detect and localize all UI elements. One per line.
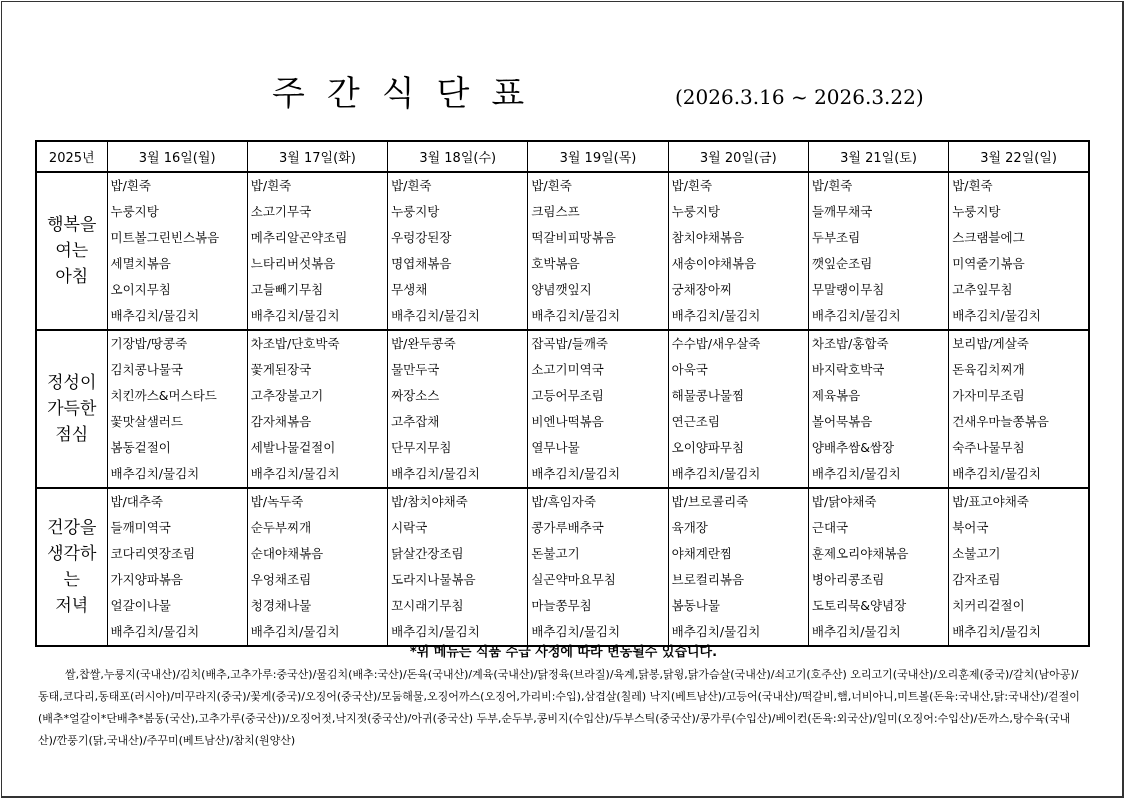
menu-cell [388, 488, 528, 646]
menu-item: 잡곡밥/들깨죽 [531, 336, 609, 351]
menu-item: 배추김치/물김치 [671, 624, 761, 639]
menu-item: 수수밥/새우살죽 [671, 336, 761, 351]
menu-item: 들깨미역국 [110, 520, 171, 535]
meal-label-line: 아침 [55, 267, 89, 287]
menu-cell [528, 488, 668, 646]
day-header: 3월 21일(토) [808, 141, 948, 172]
menu-item: 우엉채조림 [250, 572, 312, 587]
menu-item: 기장밥/땅콩죽 [110, 336, 188, 351]
menu-item: 양배추쌈&쌈장 [811, 440, 895, 455]
notice-text: *위 메뉴는 식품 수급 사정에 따라 변동될수 있습니다. [409, 645, 718, 660]
menu-item: 밥/참치야채죽 [391, 494, 468, 509]
menu-cell [949, 488, 1089, 646]
menu-item: 밥/흰죽 [811, 178, 853, 193]
menu-cell [528, 330, 668, 488]
menu-item: 배추김치/물김치 [250, 466, 340, 481]
menu-item-list [388, 173, 527, 329]
menu-cell [247, 330, 387, 488]
menu-item: 시락국 [391, 520, 428, 535]
menu-item: 소고기미역국 [531, 362, 604, 377]
menu-item: 청경채나물 [250, 598, 312, 613]
menu-item: 밥/녹두죽 [250, 494, 304, 509]
menu-item-list [388, 331, 527, 487]
menu-item: 호박볶음 [531, 256, 580, 271]
menu-item-list [108, 489, 247, 645]
menu-item: 참치야채볶음 [671, 230, 745, 245]
page-title: 주간식단표 [272, 74, 547, 114]
menu-item: 스크램블에그 [952, 230, 1025, 245]
menu-cell [668, 172, 808, 330]
menu-item: 누룽지탕 [671, 204, 720, 219]
menu-item: 차조밥/단호박죽 [250, 336, 340, 351]
menu-item-list [949, 331, 1088, 487]
menu-item: 고추잡채 [391, 414, 440, 429]
menu-item: 소불고기 [952, 546, 1001, 561]
day-header: 3월 22일(일) [949, 141, 1089, 172]
menu-item: 배추김치/물김치 [391, 466, 480, 481]
meal-label [36, 488, 107, 646]
menu-cell [247, 172, 387, 330]
menu-item: 느타리버섯볶음 [250, 256, 336, 271]
menu-item: 밥/흰죽 [250, 178, 292, 193]
menu-item: 배추김치/물김치 [952, 466, 1041, 481]
meal-label-line: 정성이 [47, 373, 97, 393]
menu-item: 배추김치/물김치 [391, 308, 480, 323]
menu-item: 꽃맛살샐러드 [110, 414, 183, 429]
menu-item: 누룽지탕 [952, 204, 1001, 219]
menu-item: 실곤약마요무침 [531, 572, 616, 587]
menu-cell [388, 172, 528, 330]
meal-row [36, 172, 1089, 330]
menu-cell [949, 330, 1089, 488]
menu-item: 볼어묵볶음 [811, 414, 873, 429]
menu-item: 근대국 [811, 520, 849, 535]
menu-item: 새송이야채볶음 [671, 256, 757, 271]
menu-item: 콩가루배추국 [531, 520, 604, 535]
menu-item: 배추김치/물김치 [952, 308, 1041, 323]
menu-item: 궁채장아찌 [671, 282, 733, 297]
menu-item: 아욱국 [671, 362, 708, 377]
menu-item: 고등어무조림 [531, 388, 604, 403]
menu-item: 밥/닭야채죽 [811, 494, 877, 509]
menu-item: 김치콩나물국 [110, 362, 183, 377]
year-header: 2025년 [36, 141, 107, 172]
menu-item: 세멸치볶음 [110, 256, 171, 271]
origin-info: 쌀,찹쌀,누룽지(국내산)/김치(배추,고추가루:중국산)/물김치(배추:국산)/돈육(국내산)/계육(국내산)/닭정육(브라질)/육계,닭봉,닭윙,닭가슴살(국내산)/쇠고기(호주산) 오리고기(국내산)/오리훈제(중국)/갈치(남아공)/동태,코다리,동태포(러시아)/미꾸라지(중국)/꽃게(중국)/오징어(중국산)/모둠해물,오징어까스(오징어,가리비:수입),삼겹살(칠레) 낙지(베트남산)/고등어(국내산)/떡갈비,햄,너비아니,미트볼(돈육:국내산,닭:국내산)/겉절이(배추*얼갈이*단배추*봄동(국산),고추가루(중국산))/오징어젓,낙지젓(중국산)/아귀(중국산) 두부,순두부,콩비지(수입산)/두부스틱(중국산)/콩가루(수입산)/베이컨(돈육:외국산)/일미(오징어:수입산)/돈까스,탕수육(국내산)/깐풍기(닭,국내산)/주꾸미(베트남산)/참치(원양산) [38, 668, 1080, 747]
menu-item: 고추잎무침 [952, 282, 1013, 297]
menu-item: 배추김치/물김치 [952, 624, 1041, 639]
menu-item: 도라지나물볶음 [391, 572, 476, 587]
menu-cell [808, 172, 948, 330]
menu-item-list [248, 489, 387, 645]
menu-item: 밥/흰죽 [671, 178, 713, 193]
meal-label-line: 저녁 [55, 596, 89, 616]
menu-item-list [949, 489, 1088, 645]
menu-item: 북어국 [952, 520, 989, 535]
weekly-menu-table [35, 140, 1090, 647]
menu-item: 크림스프 [531, 204, 580, 219]
menu-item-list [949, 173, 1088, 329]
menu-item: 우렁강된장 [391, 230, 452, 245]
menu-item: 바지락호박국 [811, 362, 885, 377]
menu-item: 배추김치/물김치 [110, 466, 200, 481]
meal-label-line: 건강을 [47, 518, 97, 538]
menu-item-list [669, 173, 808, 329]
meal-label-line: 생각하는 [47, 544, 97, 590]
meal-label-line: 가득한 [47, 399, 97, 419]
meal-label-line: 여는 [55, 241, 89, 261]
menu-cell [107, 172, 247, 330]
menu-item: 밥/흰죽 [110, 178, 151, 193]
menu-item-list [528, 173, 667, 329]
menu-item: 세발나물겉절이 [250, 440, 336, 455]
menu-item-list [248, 173, 387, 329]
menu-item: 제육볶음 [811, 388, 861, 403]
menu-item-list [809, 331, 948, 487]
menu-item: 밥/흑임자죽 [531, 494, 596, 509]
menu-item-list [669, 489, 808, 645]
menu-cell [107, 488, 247, 646]
menu-item: 배추김치/물김치 [531, 308, 621, 323]
menu-item: 비엔나떡볶음 [531, 414, 604, 429]
menu-item: 명엽채볶음 [391, 256, 452, 271]
menu-item-list [528, 331, 667, 487]
menu-item: 봄동겉절이 [110, 440, 171, 455]
day-header: 3월 19일(목) [528, 141, 668, 172]
menu-cell [808, 330, 948, 488]
menu-item: 오이양파무침 [671, 440, 745, 455]
menu-item: 밥/대추죽 [110, 494, 164, 509]
menu-item: 밥/흰죽 [531, 178, 572, 193]
menu-item: 메추리알곤약조림 [250, 230, 348, 245]
menu-item: 배추김치/물김치 [110, 308, 200, 323]
menu-item-list [108, 173, 247, 329]
menu-item: 감자채볶음 [250, 414, 312, 429]
menu-cell [107, 330, 247, 488]
menu-item: 배추김치/물김치 [811, 308, 901, 323]
menu-item-list [108, 331, 247, 487]
menu-item: 육개장 [671, 520, 708, 535]
menu-item: 오이지무침 [110, 282, 171, 297]
menu-item: 해물콩나물찜 [671, 388, 745, 403]
menu-cell [247, 488, 387, 646]
menu-item: 누룽지탕 [391, 204, 440, 219]
menu-item: 야채계란찜 [671, 546, 733, 561]
menu-item: 양념깻잎지 [531, 282, 592, 297]
menu-item: 밥/흰죽 [952, 178, 993, 193]
menu-item: 배추김치/물김치 [811, 466, 901, 481]
menu-item: 단무지무침 [391, 440, 452, 455]
menu-item: 짜장소스 [391, 388, 440, 403]
menu-item-list [248, 331, 387, 487]
menu-item: 배추김치/물김치 [671, 466, 761, 481]
menu-item: 순두부찌개 [250, 520, 312, 535]
menu-item: 얼갈이나물 [110, 598, 171, 613]
meal-row [36, 330, 1089, 488]
menu-item: 무생채 [391, 282, 428, 297]
menu-item: 마늘쫑무침 [531, 598, 592, 613]
menu-cell [808, 488, 948, 646]
menu-item: 미트볼그린빈스볶음 [110, 230, 220, 245]
menu-item: 물만두국 [391, 362, 440, 377]
menu-item: 꼬시래기무침 [391, 598, 464, 613]
menu-item: 브로컬리볶음 [671, 572, 745, 587]
menu-item: 고추장불고기 [250, 388, 324, 403]
menu-item: 배추김치/물김치 [250, 308, 340, 323]
menu-item: 열무나물 [531, 440, 580, 455]
table-header-row [36, 141, 1089, 172]
menu-item: 배추김치/물김치 [391, 624, 480, 639]
meal-row [36, 488, 1089, 646]
menu-item: 건새우마늘쫑볶음 [952, 414, 1049, 429]
menu-item: 깻잎순조림 [811, 256, 873, 271]
menu-item-list [809, 489, 948, 645]
menu-item: 차조밥/홍합죽 [811, 336, 889, 351]
menu-item: 밥/표고야채죽 [952, 494, 1029, 509]
menu-item: 무말랭이무침 [811, 282, 885, 297]
menu-item: 연근조림 [671, 414, 720, 429]
menu-item: 배추김치/물김치 [531, 466, 621, 481]
menu-item: 보리밥/게살죽 [952, 336, 1029, 351]
menu-item: 미역줄기볶음 [952, 256, 1025, 271]
menu-item: 치커리겉절이 [952, 598, 1025, 613]
menu-item: 숙주나물무침 [952, 440, 1025, 455]
menu-item: 배추김치/물김치 [531, 624, 621, 639]
menu-item: 배추김치/물김치 [671, 308, 761, 323]
menu-cell [668, 330, 808, 488]
menu-item: 밥/브로콜리죽 [671, 494, 749, 509]
date-range: (2026.3.16 ~ 2026.3.22) [675, 85, 924, 109]
menu-item: 훈제오리야채볶음 [811, 546, 909, 561]
menu-item-list [528, 489, 667, 645]
menu-item: 닭살간장조림 [391, 546, 464, 561]
menu-item: 순대야채볶음 [250, 546, 324, 561]
day-header: 3월 16일(월) [107, 141, 247, 172]
menu-item: 들깨무채국 [811, 204, 873, 219]
menu-item: 누룽지탕 [110, 204, 159, 219]
day-header: 3월 18일(수) [388, 141, 528, 172]
menu-item: 고들빼기무침 [250, 282, 324, 297]
menu-item: 꽃게된장국 [250, 362, 312, 377]
menu-item: 치킨까스&머스타드 [110, 388, 217, 403]
menu-item: 배추김치/물김치 [250, 624, 340, 639]
menu-item: 가자미무조림 [952, 388, 1025, 403]
meal-label [36, 330, 107, 488]
menu-item: 봄동나물 [671, 598, 720, 613]
menu-item: 감자조림 [952, 572, 1001, 587]
menu-item: 두부조림 [811, 230, 861, 245]
menu-item-list [809, 173, 948, 329]
menu-item: 도토리묵&양념장 [811, 598, 907, 613]
menu-item: 병아리콩조림 [811, 572, 885, 587]
day-header: 3월 17일(화) [247, 141, 387, 172]
menu-cell [949, 172, 1089, 330]
day-header: 3월 20일(금) [668, 141, 808, 172]
menu-cell [668, 488, 808, 646]
menu-item: 배추김치/물김치 [811, 624, 901, 639]
menu-item: 배추김치/물김치 [110, 624, 200, 639]
meal-label-line: 점심 [55, 425, 89, 445]
menu-item: 코다리엿장조림 [110, 546, 196, 561]
menu-item: 떡갈비피망볶음 [531, 230, 616, 245]
menu-cell [528, 172, 668, 330]
menu-item-list [669, 331, 808, 487]
menu-cell [388, 330, 528, 488]
menu-item: 밥/흰죽 [391, 178, 432, 193]
menu-item: 소고기무국 [250, 204, 312, 219]
menu-item: 밥/완두콩죽 [391, 336, 456, 351]
menu-item-list [388, 489, 527, 645]
menu-item: 돈불고기 [531, 546, 580, 561]
meal-label-line: 행복을 [47, 215, 97, 235]
menu-item: 가지양파볶음 [110, 572, 183, 587]
meal-label [36, 172, 107, 330]
menu-item: 돈육김치찌개 [952, 362, 1025, 377]
